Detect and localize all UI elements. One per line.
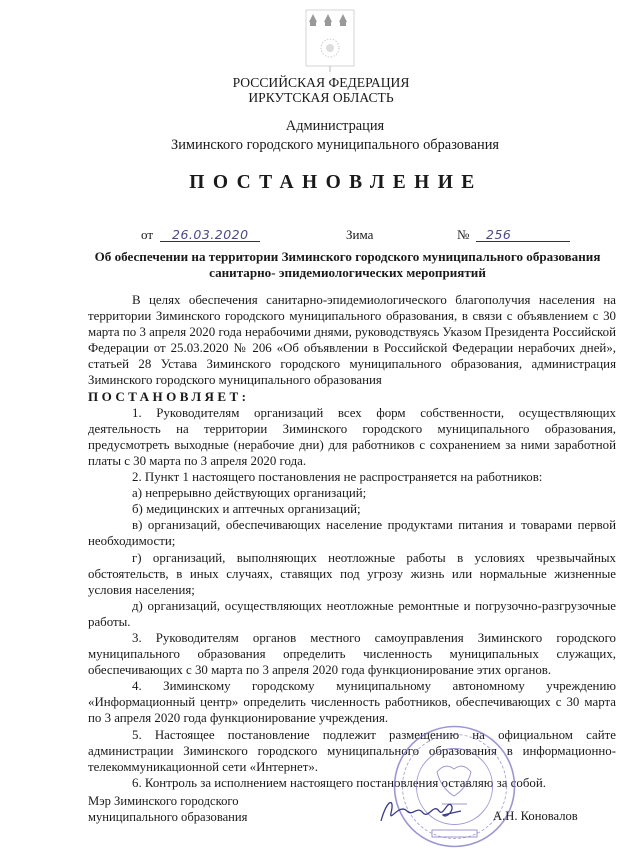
official-stamp <box>392 724 517 849</box>
list-item: 1. Руководителям организаций всех форм собственности, осуществляющих деятельность на территории Зиминского городского муниципального образования, предусмотреть выходные (нерабочие дни) для работников с сохранением за ними заработной платы с 30 марта по 3 апреля 2020 года. <box>88 405 616 468</box>
signatory-name: А.Н. Коновалов <box>493 809 578 823</box>
preamble-paragraph: В целях обеспечения санитарно-эпидемиологического благополучия населения на территории Зиминского городского муниципального образования, в связи с объявлением с 30 марта по 3 апреля 2020 года нерабочими днями, руководствуясь Указом Президента Российской Федерации от 25.03.2020 № 206 «Об объявлении в Российской Федерации нерабочих дней», статьей 28 Устава Зиминского городского муниципального образования, администрация Зиминского городского муниципального образования <box>88 293 616 388</box>
list-item: б) медицинских и аптечных организаций; <box>132 502 361 517</box>
position-line-1: Мэр Зиминского городского <box>88 794 239 808</box>
admin-org-heading: Зиминского городского муниципального образования <box>170 137 500 153</box>
list-item: 6. Контроль за исполнением настоящего постановления оставляю за собой. <box>132 775 546 790</box>
list-item: 5. Настоящее постановление подлежит размещению на официальном сайте администрации Зиминского городского муниципального образования в информационно-телекоммуникационной сети «Интернет». <box>88 727 616 774</box>
resolves-heading: ПОСТАНОВЛЯЕТ: <box>88 388 250 404</box>
position-line-2: муниципального образования <box>88 810 248 824</box>
document-body <box>88 292 616 791</box>
number-value: 256 <box>486 227 512 242</box>
coat-of-arms-icon <box>296 6 366 76</box>
date-label: от <box>141 227 154 242</box>
date-field <box>160 227 260 242</box>
number-label: № <box>457 227 470 242</box>
handwritten-signature <box>377 793 463 827</box>
city-label: Зима <box>346 227 374 242</box>
admin-heading: Администрация <box>285 118 385 134</box>
region-heading: ИРКУТСКАЯ ОБЛАСТЬ <box>248 90 394 105</box>
signatory-position <box>88 793 247 825</box>
list-item: 4. Зиминскому городскому муниципальному автономному учреждению «Информационный центр» определить численность работников, обеспечивающих с 30 марта по 3 апреля 2020 года функционирование учреждения. <box>88 679 616 726</box>
subject-line-1: Об обеспечении на территории Зиминского городского муниципального образования <box>94 249 601 264</box>
subject-line-2: санитарно- эпидемиологических мероприятий <box>209 265 486 280</box>
document-type-title: ПОСТАНОВЛЕНИЕ <box>189 172 483 193</box>
list-item: д) организаций, осуществляющих неотложные ремонтные и погрузочно-разгрузочные работы. <box>88 598 616 629</box>
list-item: 2. Пункт 1 настоящего постановления не распространяется на работников: <box>132 470 543 485</box>
date-value: 26.03.2020 <box>172 227 249 242</box>
country-heading: РОССИЙСКАЯ ФЕДЕРАЦИЯ <box>232 75 410 90</box>
list-item: 3. Руководителям органов местного самоуправления Зиминского городского муниципального образования определить численность муниципальных служащих, обеспечивающих с 30 марта по 3 апреля 2020 года функционирование этих органов. <box>88 630 616 678</box>
document-subject <box>80 249 615 281</box>
list-item: г) организаций, выполняющих неотложные работы в условиях чрезвычайных обстоятельств, в иных случаях, ставящих под угрозу жизнь или нормальные жизненные условия населения; <box>88 550 616 597</box>
number-field <box>476 227 570 242</box>
list-item: а) непрерывно действующих организаций; <box>132 486 367 501</box>
list-item: в) организаций, обеспечивающих население продуктами питания и товарами первой необходимости; <box>88 518 616 549</box>
